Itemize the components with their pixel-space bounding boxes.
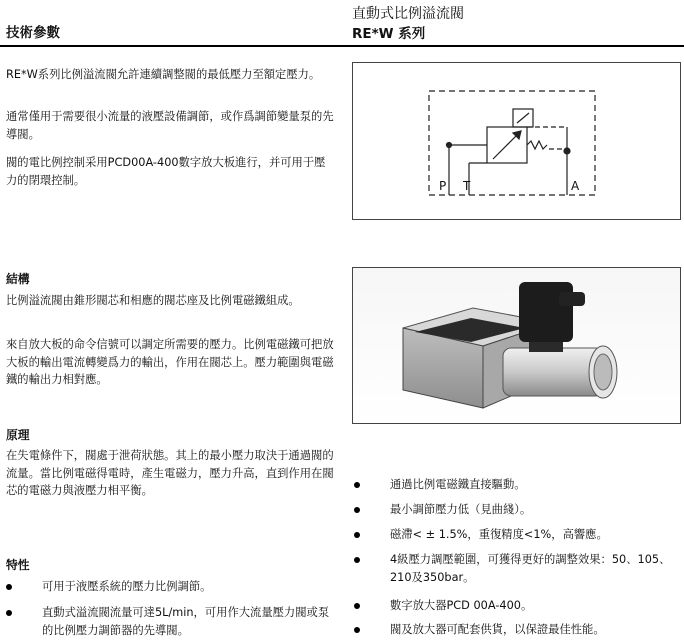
bullet-icon	[354, 507, 360, 513]
hydraulic-symbol-diagram	[353, 63, 682, 221]
product-series: RE*W 系列	[352, 26, 426, 42]
port-a-label: A	[571, 179, 580, 193]
feature-list-item	[354, 551, 680, 587]
feature-text: 閥及放大器可配套供貨，以保證最佳性能。	[390, 623, 605, 636]
bullet-icon	[354, 482, 360, 488]
intro-paragraph-1: RE*W系列比例溢流閥允許連續調整閥的最低壓力至額定壓力。	[6, 68, 321, 81]
bullet-icon	[354, 603, 360, 609]
bullet-icon	[354, 557, 360, 563]
feature-list-item	[354, 597, 680, 615]
feature-list-item	[354, 476, 680, 494]
feature-text: 4級壓力調壓範圍，可獲得更好的調整效果：50、105、210及350bar。	[390, 553, 671, 584]
bullet-icon	[354, 627, 360, 633]
intro-paragraph-3: 閥的電比例控制采用PCD00A-400數字放大板進行，并可用于壓力的閉環控制。	[6, 156, 326, 187]
structure-paragraph-2: 來自放大板的命令信號可以調定所需要的壓力。比例電磁鐵可把放大板的輸出電流轉變爲力的輸出，作用在閥芯上。壓力範圍與電磁鐵的輸出力相對應。	[6, 338, 334, 386]
feature-list-item	[6, 604, 336, 640]
feature-text: 最小調節壓力低（見曲綫）。	[390, 503, 532, 516]
feature-list-item	[354, 501, 680, 519]
product-title: 直動式比例溢流閥	[352, 6, 464, 22]
header-rule	[0, 45, 684, 47]
feature-list-item	[354, 621, 680, 639]
feature-list-item	[6, 578, 336, 596]
feature-text: 數字放大器PCD 00A-400。	[390, 599, 533, 612]
bullet-icon	[354, 532, 360, 538]
structure-paragraph-1: 比例溢流閥由錐形閥芯和相應的閥芯座及比例電磁鐵組成。	[6, 294, 300, 307]
product-photo-frame	[352, 267, 681, 424]
features-heading: 特性	[6, 558, 30, 572]
valve-photo-illustration	[353, 268, 682, 425]
bullet-icon	[6, 584, 12, 590]
feature-text: 磁滯< ± 1.5%，重復精度<1%，高響應。	[390, 528, 608, 541]
intro-paragraph-2: 通常僅用于需要很小流量的液壓設備調節，或作爲調節變量泵的先導閥。	[6, 110, 334, 141]
hydraulic-symbol-frame	[352, 62, 681, 220]
section-heading-technical-parameters: 技術參數	[6, 25, 60, 41]
port-t-label: T	[463, 179, 471, 193]
principle-paragraph: 在失電條件下，閥處于泄荷狀態。其上的最小壓力取決于通過閥的流量。當比例電磁得電時，產生電磁力，壓力升高，直到作用在閥芯的電磁力與液壓力相平衡。	[6, 449, 334, 497]
feature-list-item	[354, 526, 680, 544]
bullet-icon	[6, 610, 12, 616]
port-p-label: P	[439, 179, 447, 193]
feature-text: 通過比例電磁鐵直接驅動。	[390, 478, 526, 491]
feature-text: 可用于液壓系統的壓力比例調節。	[42, 580, 212, 593]
structure-heading: 結構	[6, 272, 30, 286]
feature-text: 直動式溢流閥流量可達5L/min，可用作大流量壓力閥或泵的比例壓力調節器的先導閥。	[42, 606, 330, 637]
principle-heading: 原理	[6, 428, 30, 442]
